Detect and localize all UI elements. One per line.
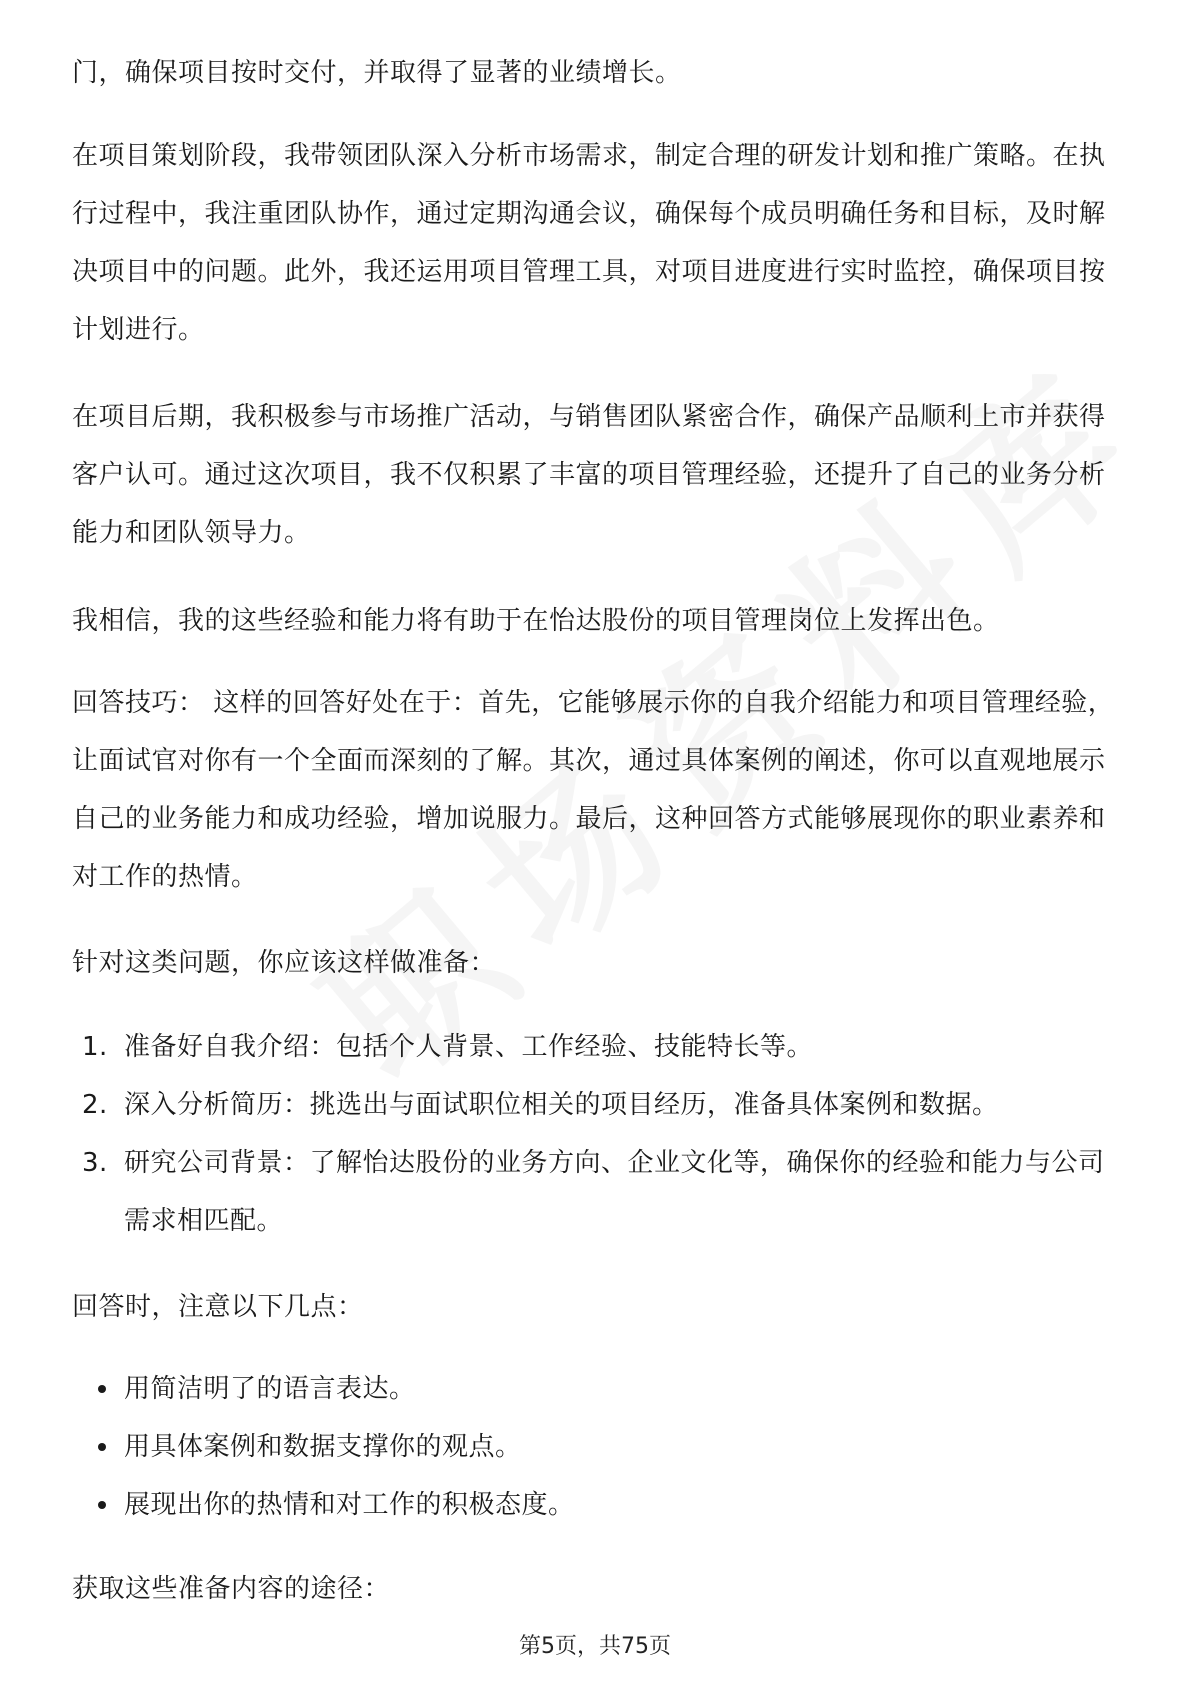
- list-item-text: 用具体案例和数据支撑你的观点。: [124, 1432, 522, 1462]
- tips-list: [72, 1360, 1122, 1534]
- bullet-icon: [98, 1501, 106, 1509]
- list-item-text: 研究公司背景：了解怡达股份的业务方向、企业文化等，确保你的经验和能力与公司需求相匹配。: [124, 1148, 1105, 1236]
- list-number: 3.: [82, 1148, 108, 1178]
- paragraph-answer-tips: 回答技巧： 这样的回答好处在于：首先，它能够展示你的自我介绍能力和项目管理经验，让面试官对你有一个全面而深刻的了解。其次，通过具体案例的阐述，你可以直观地展示自己的业务能力和成功经验，增加说服力。最后，这种回答方式能够展现你的职业素养和对工作的热情。: [72, 688, 1115, 892]
- paragraph-prep-heading: 针对这类问题，你应该这样做准备：: [72, 948, 497, 978]
- prep-list: [72, 1018, 1122, 1250]
- paragraph-intro-end: 门，确保项目按时交付，并取得了显著的业绩增长。: [72, 58, 682, 88]
- bullet-icon: [98, 1385, 106, 1393]
- list-item: [72, 1134, 1122, 1250]
- list-item-text: 用简洁明了的语言表达。: [124, 1374, 416, 1404]
- list-item: [72, 1018, 1122, 1076]
- list-item: [72, 1360, 1122, 1418]
- paragraph-tips-heading: 回答时，注意以下几点：: [72, 1292, 364, 1322]
- bullet-icon: [98, 1443, 106, 1451]
- list-item-text: 深入分析简历：挑选出与面试职位相关的项目经历，准备具体案例和数据。: [124, 1090, 999, 1120]
- paragraph-belief: 我相信，我的这些经验和能力将有助于在怡达股份的项目管理岗位上发挥出色。: [72, 606, 1000, 636]
- page-number-footer: 第5页，共75页: [519, 1634, 671, 1659]
- list-item: [72, 1476, 1122, 1534]
- list-number: 1.: [82, 1032, 108, 1062]
- paragraph-sources-heading: 获取这些准备内容的途径：: [72, 1574, 391, 1604]
- paragraph-later-stage: 在项目后期，我积极参与市场推广活动，与销售团队紧密合作，确保产品顺利上市并获得客户认可。通过这次项目，我不仅积累了丰富的项目管理经验，还提升了自己的业务分析能力和团队领导力。: [72, 402, 1106, 548]
- list-number: 2.: [82, 1090, 108, 1120]
- paragraph-planning: 在项目策划阶段，我带领团队深入分析市场需求，制定合理的研发计划和推广策略。在执行过程中，我注重团队协作，通过定期沟通会议，确保每个成员明确任务和目标，及时解决项目中的问题。此外，我还运用项目管理工具，对项目进度进行实时监控，确保项目按计划进行。: [72, 141, 1106, 345]
- list-item-text: 准备好自我介绍：包括个人背景、工作经验、技能特长等。: [124, 1032, 814, 1062]
- list-item-text: 展现出你的热情和对工作的积极态度。: [124, 1490, 575, 1520]
- list-item: [72, 1418, 1122, 1476]
- list-item: [72, 1076, 1122, 1134]
